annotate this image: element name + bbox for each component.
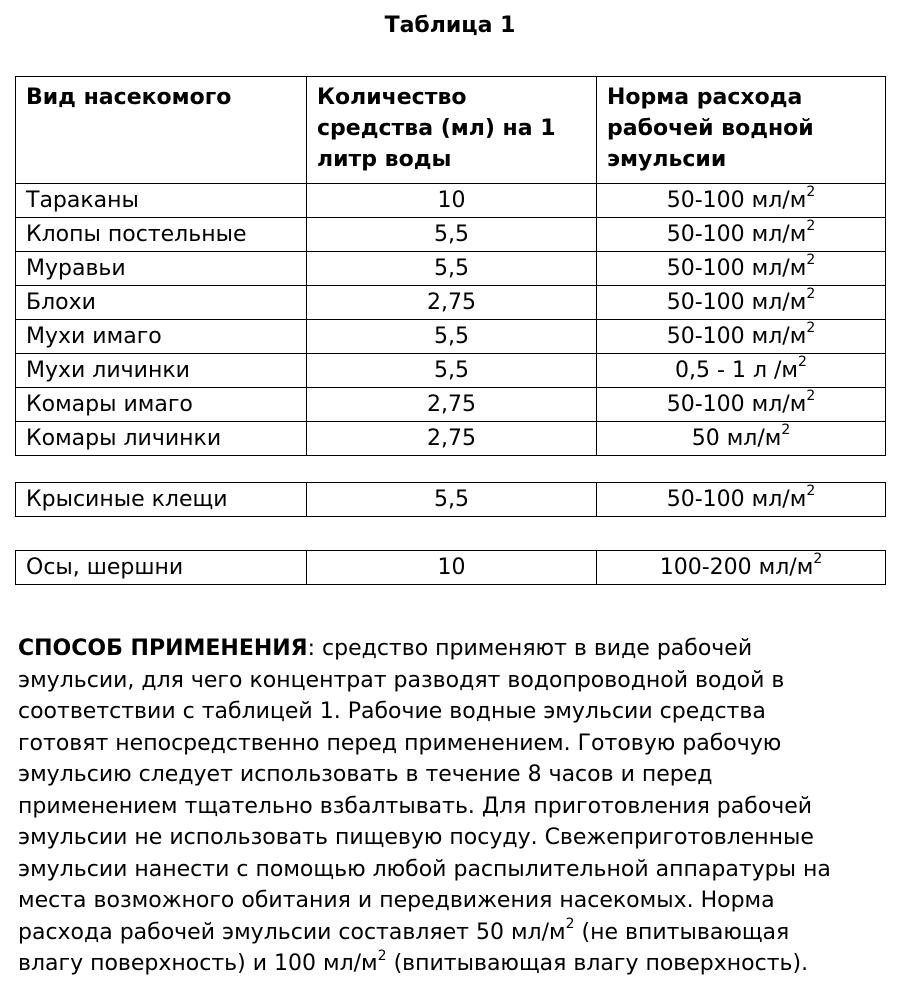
amount-cell: 2,75 (307, 422, 597, 456)
insect-cell: Тараканы (16, 184, 307, 218)
norm-cell (597, 551, 886, 585)
insect-cell: Комары личинки (16, 422, 307, 456)
norm-superscript: 2 (806, 286, 816, 303)
amount-cell: 5,5 (307, 252, 597, 286)
norm-superscript: 2 (798, 354, 807, 371)
text-line: эмульсии не использовать пищевую посуду. Свежеприготовленные (18, 825, 814, 850)
norm-value: 50 мл/м (691, 425, 782, 451)
insect-cell: Комары имаго (16, 388, 307, 422)
norm-superscript: 2 (813, 551, 823, 568)
amount-cell: 2,75 (307, 388, 597, 422)
insect-cell: Мухи имаго (16, 320, 307, 354)
text-fragment: (не впитывающая (574, 919, 790, 945)
insect-cell: Крысиные клещи (16, 483, 307, 517)
norm-cell (597, 184, 886, 218)
text-line (18, 633, 890, 665)
section-heading: СПОСОБ ПРИМЕНЕНИЯ (18, 636, 308, 661)
norm-value: 50-100 мл/м (666, 391, 807, 417)
superscript: 2 (377, 947, 387, 964)
norm-superscript: 2 (806, 483, 816, 500)
norm-value: 50-100 мл/м (666, 255, 807, 281)
norm-cell (597, 286, 886, 320)
text-fragment: влагу поверхность) и 100 мл/м (18, 951, 378, 976)
text-fragment: расхода рабочей эмульсии составляет 50 мл/м (18, 919, 566, 945)
text-line (18, 917, 890, 949)
insect-cell: Муравьи (16, 252, 307, 286)
amount-cell: 2,75 (307, 286, 597, 320)
amount-cell: 5,5 (307, 354, 597, 388)
insect-cell: Осы, шершни (16, 551, 307, 585)
amount-cell: 5,5 (307, 483, 597, 517)
table-row (16, 320, 886, 354)
norm-superscript: 2 (806, 252, 816, 269)
table-header-row (16, 77, 886, 184)
table-row (16, 483, 886, 517)
insect-cell: Клопы постельные (16, 218, 307, 252)
insect-cell: Мухи личинки (16, 354, 307, 388)
dosage-table (15, 76, 886, 456)
table-row (16, 184, 886, 218)
norm-cell (597, 422, 886, 456)
text-line: соответствии с таблицей 1. Рабочие водные эмульсии средства (18, 699, 766, 724)
table-row (16, 354, 886, 388)
norm-cell (597, 252, 886, 286)
insect-cell: Блохи (16, 286, 307, 320)
header-insect: Вид насекомого (16, 77, 307, 184)
text-fragment: (впитывающая влагу поверхность). (386, 951, 809, 976)
norm-superscript: 2 (806, 184, 816, 201)
superscript: 2 (565, 916, 575, 933)
amount-cell: 5,5 (307, 320, 597, 354)
norm-superscript: 2 (806, 218, 816, 235)
norm-superscript: 2 (806, 388, 816, 405)
norm-value: 0,5 - 1 л /м (675, 357, 799, 383)
text-line: эмульсию следует использовать в течение 8 часов и перед (18, 762, 713, 787)
table-row (16, 252, 886, 286)
norm-cell (597, 218, 886, 252)
norm-value: 50-100 мл/м (666, 289, 807, 315)
norm-superscript: 2 (781, 422, 791, 439)
amount-cell: 10 (307, 184, 597, 218)
header-norm: Норма расхода рабочей водной эмульсии (597, 77, 886, 184)
norm-cell (597, 483, 886, 517)
table-row (16, 388, 886, 422)
norm-value: 100-200 мл/м (659, 554, 814, 580)
text-line (18, 948, 890, 980)
norm-cell (597, 320, 886, 354)
norm-cell (597, 388, 886, 422)
text-line: применением тщательно взбалтывать. Для приготовления рабочей (18, 793, 813, 819)
norm-value: 50-100 мл/м (666, 323, 807, 349)
table-row (16, 218, 886, 252)
text-line: готовят непосредственно перед применением. Готовую рабочую (18, 730, 782, 756)
header-amount: Количество средства (мл) на 1 литр воды (307, 77, 597, 184)
table-row (16, 422, 886, 456)
text-line: эмульсии, для чего концентрат разводят водопроводной водой в (18, 667, 785, 693)
amount-cell: 5,5 (307, 218, 597, 252)
application-method-paragraph (18, 633, 890, 980)
wasps-table (15, 550, 886, 585)
text-fragment: : средство применяют в виде рабочей (307, 636, 753, 661)
table-row (16, 286, 886, 320)
norm-cell (597, 354, 886, 388)
amount-cell: 10 (307, 551, 597, 585)
norm-value: 50-100 мл/м (666, 221, 807, 247)
norm-value: 50-100 мл/м (666, 187, 807, 213)
norm-superscript: 2 (806, 320, 816, 337)
table-title: Таблица 1 (384, 13, 516, 38)
norm-value: 50-100 мл/м (666, 486, 807, 512)
text-line: эмульсии нанести с помощью любой распылительной аппаратуры на (18, 856, 831, 882)
table-row (16, 551, 886, 585)
text-line: места возможного обитания и передвижения насекомых. Норма (18, 888, 775, 913)
rat-mites-table (15, 482, 886, 517)
